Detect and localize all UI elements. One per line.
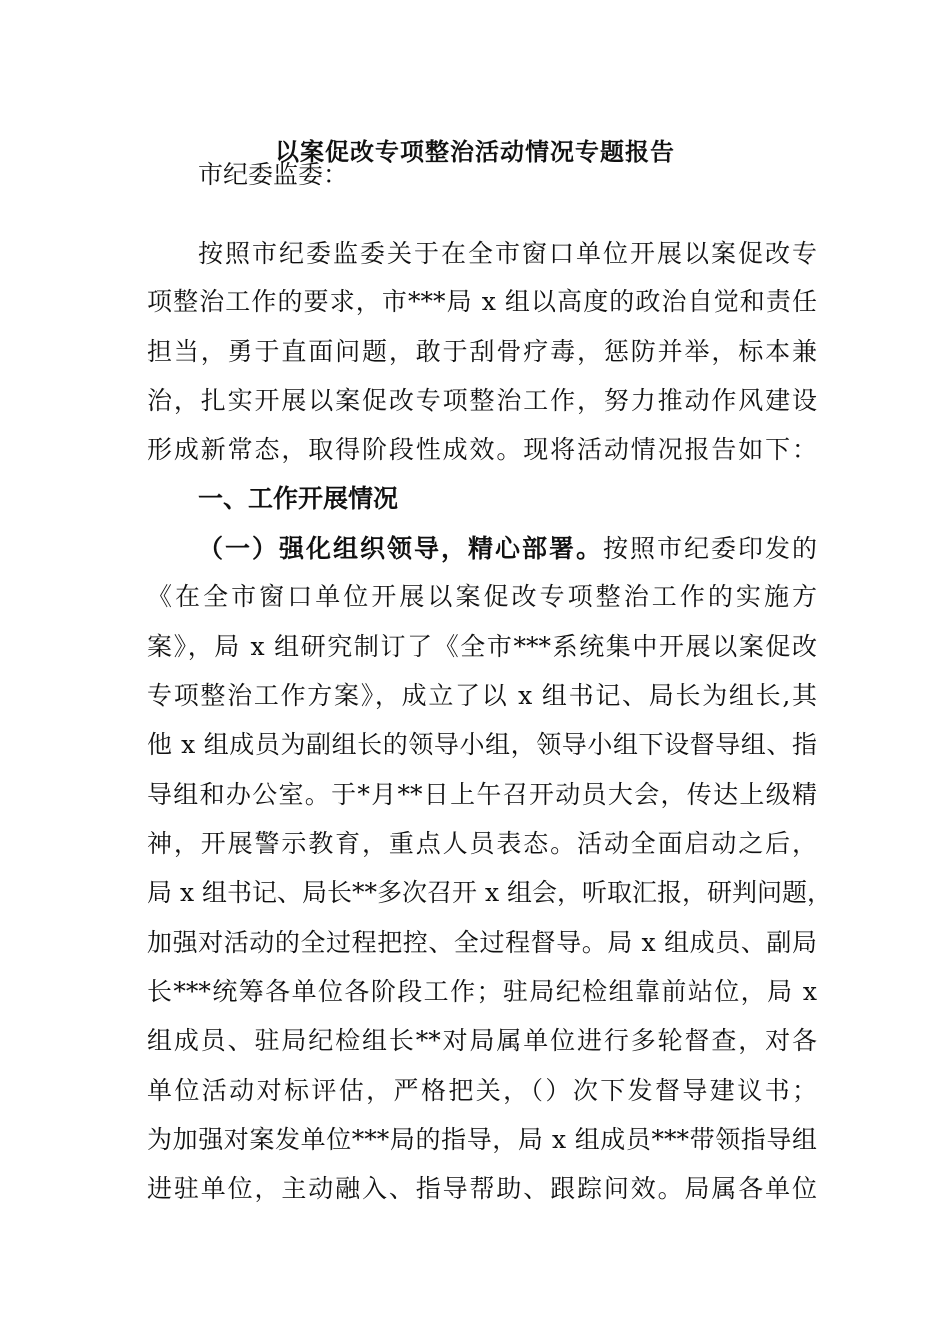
body-line-9: 长***统筹各单位各阶段工作；驻局纪检组靠前站位，局 x bbox=[147, 977, 817, 1006]
subsection-1-first-line bbox=[198, 529, 817, 569]
intro-line-1: 按照市纪委监委关于在全市窗口单位开展以案促改专 bbox=[198, 239, 817, 268]
salutation: 市纪委监委： bbox=[198, 160, 349, 189]
body-line-1: 《在全市窗口单位开展以案促改专项整治工作的实施方 bbox=[147, 582, 817, 611]
intro-line-3: 担当，勇于直面问题，敢于刮骨疗毒，惩防并举，标本兼 bbox=[147, 337, 817, 366]
subsection-1-heading: （一）强化组织领导，精心部署。 bbox=[198, 534, 603, 563]
body-line-6: 神，开展警示教育，重点人员表态。活动全面启动之后， bbox=[147, 829, 817, 858]
body-line-5: 导组和办公室。于*月**日上午召开动员大会，传达上级精 bbox=[147, 780, 817, 809]
body-line-2: 案》，局 x 组研究制订了《全市***系统集中开展以案促改 bbox=[147, 632, 817, 661]
intro-line-5: 形成新常态，取得阶段性成效。现将活动情况报告如下： bbox=[147, 435, 817, 464]
body-line-10: 组成员、驻局纪检组长**对局属单位进行多轮督查，对各 bbox=[147, 1026, 817, 1055]
subsection-1-first-text: 按照市纪委印发的 bbox=[602, 534, 817, 563]
intro-line-4: 治，扎实开展以案促改专项整治工作，努力推动作风建设 bbox=[147, 386, 817, 415]
body-line-8: 加强对活动的全过程把控、全过程督导。局 x 组成员、副局 bbox=[147, 928, 817, 957]
body-line-7: 局 x 组书记、局长**多次召开 x 组会，听取汇报，研判问题， bbox=[147, 878, 832, 907]
body-line-3: 专项整治工作方案》，成立了以 x 组书记、局长为组长,其 bbox=[147, 681, 817, 710]
document-title: 以案促改专项整治活动情况专题报告 bbox=[275, 137, 675, 166]
body-line-4: 他 x 组成员为副组长的领导小组，领导小组下设督导组、指 bbox=[147, 730, 817, 759]
intro-line-2: 项整治工作的要求，市***局 x 组以高度的政治自觉和责任 bbox=[147, 287, 817, 316]
body-line-12: 为加强对案发单位***局的指导，局 x 组成员***带领指导组 bbox=[147, 1125, 817, 1154]
body-line-11: 单位活动对标评估，严格把关，（）次下发督导建议书； bbox=[147, 1076, 817, 1105]
section-heading-1: 一、工作开展情况 bbox=[198, 484, 399, 513]
body-line-13: 进驻单位，主动融入、指导帮助、跟踪问效。局属各单位 bbox=[147, 1174, 817, 1203]
